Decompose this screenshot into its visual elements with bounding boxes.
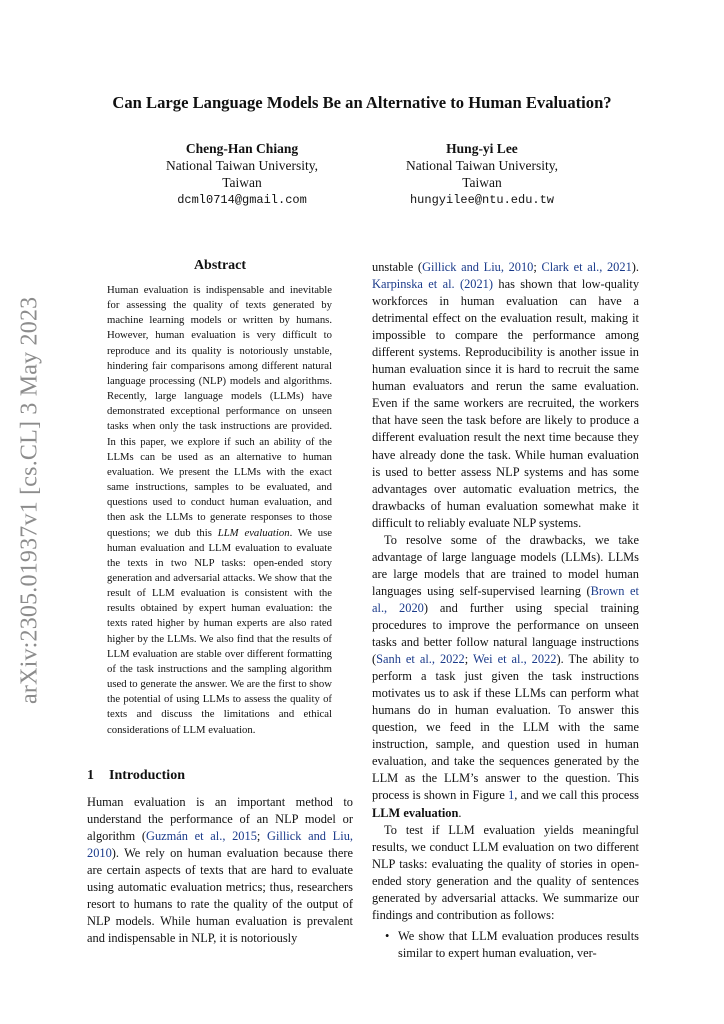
contribution-list (372, 928, 639, 962)
paragraph-text: , and we call this process (514, 788, 639, 803)
intro-paragraph-3: To test if LLM evaluation yields meaningful results, we conduct LLM evaluation on two different NLP tasks: evaluating the quality of stories in open-ended story generation and the quality of sentences generated by adversarial attacks. We summarize our findings and contribution as follows: (372, 822, 639, 922)
abstract-emphasis: LLM evaluation (217, 526, 290, 539)
citation-link[interactable]: Karpinska et al. (2021) (372, 277, 494, 292)
intro-paragraph-1 (87, 794, 353, 947)
author-affiliation: National Taiwan University, (405, 158, 559, 173)
author-name: Hung-yi Lee (446, 141, 518, 156)
citation-separator: ; (256, 829, 268, 844)
author-block-2 (382, 140, 582, 209)
citation-link[interactable]: Wei et al., 2022 (472, 652, 557, 667)
abstract-text-continued: . We use human evaluation and LLM evaluation to evaluate the texts in two NLP tasks: open-ended story generation and adversarial attacks. We show that the result of LLM evaluation is consistent with the results obtained by expert human evaluation: the texts rated higher by human experts are also rated higher by the LLMs. We also find that the results of LLM evaluation are stable over different formatting of the task instructions and the sampling algorithm used to generate the answer. We are the first to show the potential of using LLMs to assess the quality of texts and discuss the limitations and ethical considerations of LLM evaluation. (107, 526, 333, 736)
citation-link[interactable]: Brown et al., 2020 (372, 583, 639, 615)
citation-link[interactable]: Sanh et al., 2022 (376, 652, 465, 667)
citation-separator: ; (464, 652, 473, 667)
author-affiliation-country: Taiwan (222, 175, 262, 190)
list-item: • We show that LLM evaluation produces results similar to expert human evaluation, ver- (398, 928, 639, 962)
author-affiliation-country: Taiwan (462, 175, 502, 190)
citation-separator: ; (533, 260, 542, 274)
author-block-1 (142, 140, 342, 209)
abstract-body (107, 283, 332, 738)
paragraph-text: ). We rely on human evaluation because there are certain aspects of texts that are hard to evaluate using automatic evaluation metrics; thus, researchers resort to humans to rate the quality of the output of NLP models. While human evaluation is prevalent and indispensable in NLP, it is notoriously (87, 846, 353, 946)
citation-link[interactable]: Gillick and Liu, 2010 (422, 260, 534, 274)
paragraph-text: ). The ability to perform a task just given the task instructions motivates us to ask if these LLMs can perform what humans do in human evaluation. To answer this question, we feed in the LLM with the same instruction, sample, and question used in human evaluation, and take the sequences generated by the LLM as the LLM’s answer to the question. This process is shown in Figure (372, 652, 639, 803)
paragraph-text: . (458, 805, 462, 820)
citation-link[interactable]: Gillick and Liu, 2010 (87, 829, 353, 861)
intro-paragraph-1-continued (372, 259, 639, 532)
section-title: Introduction (109, 768, 185, 783)
abstract-heading: Abstract (193, 258, 247, 273)
paragraph-text: ). (631, 260, 640, 274)
paper-title: Can Large Language Models Be an Alternative to Human Evaluation? (112, 93, 612, 112)
arxiv-identifier-stamp: arXiv:2305.01937v1 [cs.CL] 3 May 2023 (16, 296, 43, 704)
section-heading-introduction (87, 768, 185, 784)
paragraph-text: has shown that low-quality workforces in human evaluation can have a detrimental effect on the evaluation result, making it impossible to compare the performance among different systems. Reproducibility is another issue in human evaluation since it is hard to recruit the same human evaluators and rerun the same evaluation. Even if the same workers are recruited, the workers that have seen the task before are likely to produce a different evaluation result the next time because they have already done the task. While human evaluation is used to better assess NLP systems and has some advantages over automatic evaluation metrics, the drawbacks of human evaluation somewhat make it difficult to reliably evaluate NLP systems. (372, 277, 640, 530)
figure-reference-link[interactable]: 1 (508, 788, 515, 803)
citation-link[interactable]: Guzmán et al., 2015 (146, 829, 257, 844)
introduction-right-column (372, 259, 639, 962)
author-name: Cheng-Han Chiang (185, 141, 299, 156)
citation-link[interactable]: Clark et al., 2021 (541, 260, 632, 274)
author-affiliation: National Taiwan University, (165, 158, 319, 173)
paragraph-text: ) and further using special training procedures to improve the performance on unseen tasks and better follow natural language instructions ( (372, 600, 639, 667)
author-email: hungyilee@ntu.edu.tw (409, 193, 555, 207)
bold-term: LLM evaluation (372, 805, 459, 820)
section-number: 1 (87, 768, 94, 783)
author-email: dcml0714@gmail.com (177, 193, 307, 207)
paragraph-text: To resolve some of the drawbacks, we take advantage of large language models (LLMs). LLMs are large models that are trained to model human languages using self-supervised learning ( (372, 532, 639, 598)
intro-paragraph-2 (372, 532, 639, 822)
paragraph-text: Human evaluation is an important method to understand the performance of an NLP model or algorithm ( (87, 795, 353, 844)
introduction-left-column (87, 794, 353, 947)
paragraph-text: unstable ( (372, 260, 423, 274)
abstract-text: Human evaluation is indispensable and inevitable for assessing the quality of texts generated by machine learning models or written by humans. However, human evaluation is very difficult to reproduce and its quality is notoriously unstable, hindering fair comparisons among different natural language processing (NLP) models and algorithms. Recently, large language models (LLMs) have demonstrated exceptional performance on unseen tasks when only the task instructions are provided. In this paper, we explore if such an ability of the LLMs can be used as an alternative to human evaluation. We present the LLMs with the exact same instructions, samples to be evaluated, and questions used to conduct human evaluation, and then ask the LLMs to generate responses to those questions; we dub this (107, 284, 332, 539)
